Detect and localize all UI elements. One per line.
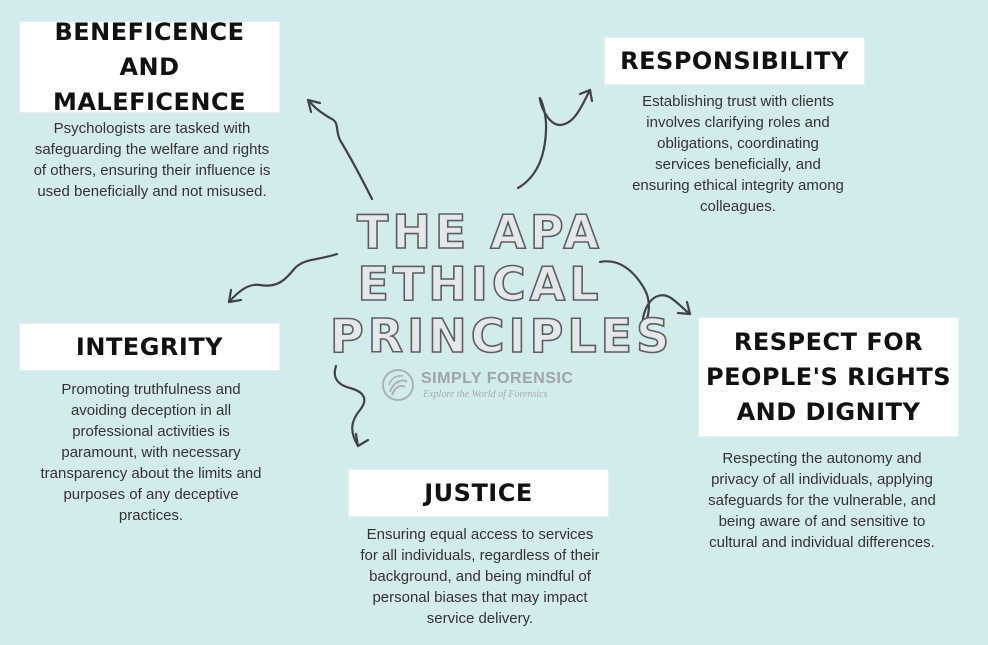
card-respect (699, 318, 958, 436)
responsibility-description: Establishing trust with clients involves clarifying roles and obligations, coordinating services beneficially, and ensuring ethical integrity among colleagues. (632, 93, 844, 215)
responsibility-title: RESPONSIBILITY (620, 46, 849, 75)
respect-description: Respecting the autonomy and privacy of all individuals, applying safeguards for the vulnerable, and being aware of and sensitive to cultural and individual differences. (708, 450, 936, 551)
arrow-to-responsibility (518, 90, 590, 188)
arrow-to-justice (335, 366, 365, 446)
justice-description: Ensuring equal access to services for all individuals, regardless of their background, and being mindful of personal biases that may impact service delivery. (360, 526, 600, 627)
integrity-description: Promoting truthfulness and avoiding deception in all professional activities is paramount, with necessary transparency about the limits and purposes of any deceptive practices. (40, 381, 262, 524)
logo-tagline: Explore the World of Forensics (423, 389, 548, 400)
card-beneficence (20, 17, 279, 116)
fingerprint-logo-icon (381, 368, 415, 402)
card-justice (349, 470, 608, 516)
justice-title: JUSTICE (424, 478, 533, 507)
respect-title: RESPECT FOR PEOPLE'S RIGHTS AND DIGNITY (705, 327, 951, 426)
center-title (330, 205, 674, 363)
arrow-to-integrity (229, 254, 337, 302)
card-integrity (20, 324, 279, 370)
arrow-to-beneficence (308, 100, 372, 199)
logo-name: SIMPLY FORENSIC (421, 370, 574, 387)
center-title-line-2: ETHICAL (357, 257, 603, 311)
integrity-title: INTEGRITY (75, 332, 224, 361)
beneficence-title: BENEFICENCE AND MALEFICENCE (52, 17, 247, 116)
center-title-line-1: THE APA (356, 205, 603, 259)
center-title-line-3: PRINCIPLES (330, 309, 674, 363)
watermark-logo (381, 368, 581, 404)
beneficence-description: Psychologists are tasked with safeguarding the welfare and rights of others, ensuring their influence is used beneficially and not misused. (33, 120, 271, 200)
card-responsibility (605, 38, 864, 84)
